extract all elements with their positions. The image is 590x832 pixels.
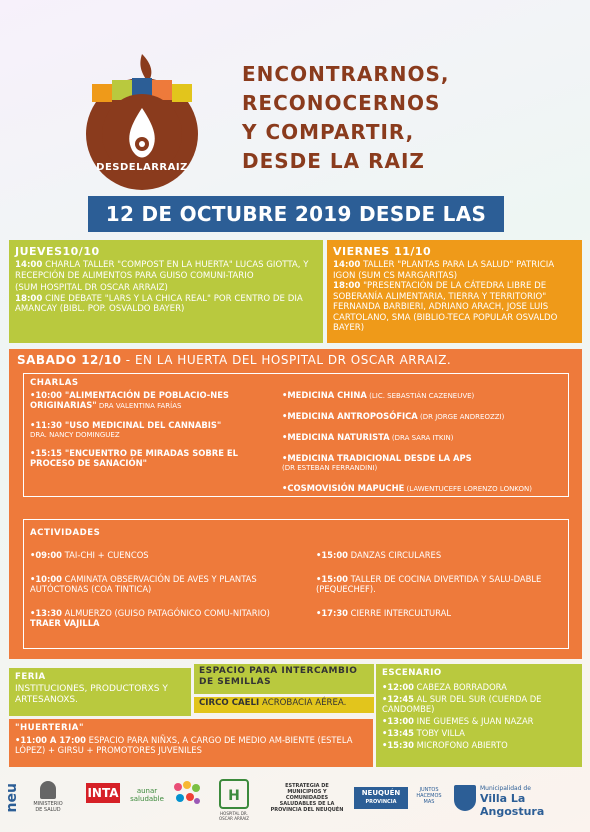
activity-item: •10:00 CAMINATA OBSERVACIÓN DE AVES Y PLANTAS AUTÓCTONAS (COA TINTICA) xyxy=(30,574,257,594)
mountain-crest-icon xyxy=(454,785,476,811)
shield-icon xyxy=(40,781,56,799)
jueves-title: JUEVES10/10 xyxy=(15,245,100,258)
talk-item: •MEDICINA NATURISTA (DRA SARA ITKIN) xyxy=(282,432,454,442)
feria-text: INSTITUCIONES, PRODUCTORXS Y ARTESANOXS. xyxy=(15,684,168,705)
estrategia-logo: ESTRATEGIA DE MUNICIPIOS Y COMUNIDADES SALUDABLES DE LA PROVINCIA DEL NEUQUÉN xyxy=(270,783,344,813)
sabado-panel xyxy=(9,349,582,659)
inta-logo: INTA xyxy=(86,783,120,803)
escenario-panel xyxy=(376,664,582,767)
huerteria-text: •11:00 A 17:00 ESPACIO PARA NIÑXS, A CARGO DE MEDIO AM-BIENTE (ESTELA LÓPEZ) + GIRSU + PROMOTORES JUVENILES xyxy=(15,735,353,755)
charlas-title: CHARLAS xyxy=(30,378,79,388)
logo-text: DESDELARRAIZ xyxy=(96,162,188,173)
jueves-item: 14:00 CHARLA TALLER "COMPOST EN LA HUERTA" LUCAS GIOTTA, Y RECEPCIÓN DE ALIMENTOS PARA GUISO COMUNI-TARIO xyxy=(15,260,309,281)
headline xyxy=(242,60,572,176)
desdelarraiz-logo xyxy=(82,44,202,194)
auna-logo: aunar saludable xyxy=(130,787,164,803)
escenario-item: •13:00 INE GUEMES & JUAN NAZAR xyxy=(382,716,534,726)
headline-line-2: RECONOCERNOS xyxy=(242,91,441,115)
activity-item: •15:00 DANZAS CIRCULARES xyxy=(316,550,442,560)
viernes-item: 18:00 "PRESENTACIÓN DE LA CÁTEDRA LIBRE DE SOBERANÍA ALIMENTARIA, TIERRA Y TERRITORIO" FERNANDA BARBIERI, ADRIANO ARACH, JOSE LUIS CARTOLANO, SMA (BIBLIO-TECA POPULAR OSVALDO BAYER) xyxy=(333,281,558,333)
talk-item: •15:15 "ENCUENTRO DE MIRADAS SOBRE EL PROCESO DE SANACIÓN" xyxy=(30,448,238,468)
talk-item: •MEDICINA ANTROPOSÓFICA (DR JORGE ANDREOZZI) xyxy=(282,411,505,421)
juntos-logo: JUNTOS HACEMOS MAS xyxy=(416,787,442,805)
villa-logo: Municipalidad de Villa La Angostura xyxy=(480,785,545,818)
sabado-heading: SABADO 12/10 - EN LA HUERTA DEL HOSPITAL DR OSCAR ARRAIZ. xyxy=(17,353,452,367)
espacio-title: ESPACIO PARA INTERCAMBIO DE SEMILLAS xyxy=(199,666,358,687)
viernes-item: 14:00 TALLER "PLANTAS PARA LA SALUD" PATRICIA IGON (SUM CS MARGARITAS) xyxy=(333,260,555,281)
activity-item: •17:30 CIERRE INTERCULTURAL xyxy=(316,608,452,618)
headline-line-1: ENCONTRARNOS, xyxy=(242,62,450,86)
talk-item: •11:30 "USO MEDICINAL DEL CANNABIS" DRA. NANCY DOMINGUEZ xyxy=(30,420,222,439)
jueves-item: (SUM HOSPITAL DR OSCAR ARRAIZ) xyxy=(15,283,168,293)
charlas-right-list xyxy=(282,390,566,494)
charlas-box xyxy=(23,373,569,497)
talk-item: •MEDICINA TRADICIONAL DESDE LA APS (DR ESTEBAN FERRANDINI) xyxy=(282,453,472,472)
activity-item: •09:00 TAI-CHI + CUENCOS xyxy=(30,550,149,560)
jueves-panel xyxy=(9,240,323,343)
feria-panel xyxy=(9,668,191,716)
espacio-panel xyxy=(194,664,374,694)
charlas-left-list xyxy=(30,390,278,468)
escenario-item: •12:45 AL SUR DEL SUR (CUERDA DE CANDOMBE) xyxy=(382,694,542,714)
headline-line-3: Y COMPARTIR, xyxy=(242,120,415,144)
neuquen-logo: NEUQUÉN PROVINCIA xyxy=(354,787,408,809)
actividades-title: ACTIVIDADES xyxy=(30,528,101,538)
actividades-box xyxy=(23,519,569,649)
jueves-item: 18:00 CINE DEBATE "LARS Y LA CHICA REAL" POR CENTRO DE DIA AMANCAY (BIBL. POP. OSVALDO BAYER) xyxy=(15,293,303,314)
sponsor-logos xyxy=(0,775,590,832)
talk-item: •MEDICINA CHINA (LIC. SEBASTIÁN CAZENEUVE) xyxy=(282,390,475,400)
huerteria-title: "HUERTERIA" xyxy=(15,723,84,733)
hospital-logo: H HOSPITAL DR. OSCAR ARRAIZ xyxy=(214,779,254,821)
huerteria-panel xyxy=(9,719,373,767)
actividades-left-list xyxy=(30,550,300,628)
escenario-item: •13:45 TOBY VILLA xyxy=(382,728,465,738)
talk-item: •COSMOVISIÓN MAPUCHE (LAWENTUCEFE LORENZO LONKON) xyxy=(282,483,532,493)
ministerio-logo: MINISTERIO DE SALUD xyxy=(30,781,66,813)
neu-logo: neu xyxy=(4,783,20,813)
activity-item: •15:00 TALLER DE COCINA DIVERTIDA Y SALU-DABLE (PEQUECHEF). xyxy=(316,574,542,594)
circo-panel: CIRCO CAELI ACROBACIA AÉREA. xyxy=(194,697,374,713)
viernes-panel xyxy=(327,240,582,343)
date-banner: 12 DE OCTUBRE 2019 DESDE LAS xyxy=(88,196,504,232)
talk-item: •10:00 "ALIMENTACIÓN DE POBLACIO-NES ORIGINARIAS" DRA VALENTINA FARÍAS xyxy=(30,390,229,410)
escenario-item: •15:30 MICROFONO ABIERTO xyxy=(382,740,508,750)
viernes-title: VIERNES 11/10 xyxy=(333,245,432,258)
escenario-item: •12:00 CABEZA BORRADORA xyxy=(382,682,507,692)
feria-title: FERIA xyxy=(15,672,46,682)
colorful-dots-icon xyxy=(170,779,204,809)
escenario-title: ESCENARIO xyxy=(382,668,442,678)
activity-item: •13:30 ALMUERZO (GUISO PATAGÓNICO COMU-NITARIO) TRAER VAJILLA xyxy=(30,608,270,628)
headline-line-4: DESDE LA RAIZ xyxy=(242,149,425,173)
actividades-right-list xyxy=(316,550,564,618)
